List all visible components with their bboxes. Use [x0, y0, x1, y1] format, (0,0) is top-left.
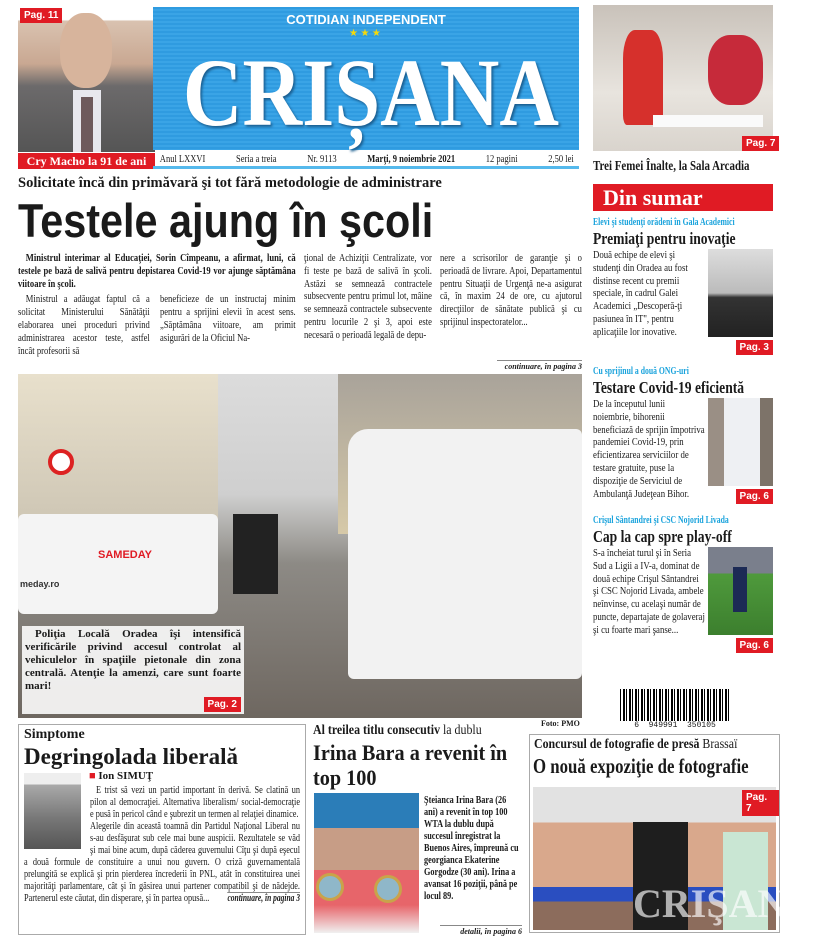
main-text-col3: [304, 252, 432, 342]
story-text: De la începutul lunii noiembrie, bihorenii beneficiază de sprijin împotriva pandemiei Covid-19, prin eficientizarea serviciilor de testare gratuite, puse la dispoziţie de Serviciul de Ambulanţă Judeţean Bihor.: [593, 398, 705, 500]
opinion-paragraph: E trist să vezi un partid important în derivă. Se clatină un pilon al democraţiei. Alternativa liberalism/ social-democraţie e pusă în pericol când e şubrezit un termen al relaţiei dinamice.: [90, 784, 300, 820]
opinion-text: [24, 784, 300, 905]
tennis-photo[interactable]: [314, 793, 419, 933]
clint-eastwood-photo[interactable]: [18, 5, 155, 152]
sport-kicker: [313, 723, 482, 739]
medic-photo[interactable]: [708, 398, 773, 486]
story-kicker: Elevi şi studenţi orădeni în Gala Academici: [593, 216, 735, 228]
culture-box: [529, 734, 815, 933]
football-photo[interactable]: [708, 547, 773, 635]
photo-caption: Poliţia Locală Oradea îşi intensifică verificările privind accesul controlat al vehiculelor în spaţiile pietonale din zona centrală. Atenţie la amenzi, care sunt foarte mari!: [25, 628, 241, 692]
red-square-icon: ■: [89, 770, 99, 782]
article-column: Ministrul a adăugat faptul că a solicitat Ministerului Sănătăţii elaborarea unei proceduri privind administrarea acestor teste, astfel încât profesorii să: [18, 293, 150, 357]
van-brand: SAMEDAY: [98, 549, 152, 561]
page-badge[interactable]: Pag. 7: [742, 790, 779, 816]
page-badge[interactable]: Pag. 7: [742, 136, 779, 151]
barcode-number: 6 949991 350105: [620, 721, 730, 731]
issue-info: [153, 152, 579, 166]
main-kicker: Solicitate încă din primăvară şi tot fără metodologie de administrare: [18, 175, 442, 191]
lead-paragraph: Ministrul interimar al Educaţiei, Sorin Cîmpeanu, a afirmat, luni, că testele pe bază de salivă pentru depistarea Covid-19 vor ajunge săptămâna viitoare în şcoli.: [18, 252, 296, 290]
story-headline[interactable]: Premiaţi pentru inovaţie: [593, 229, 736, 248]
kicker-rest: Brassaï: [699, 736, 738, 751]
tagline: COTIDIAN INDEPENDENT: [286, 12, 446, 27]
article-column: beneficieze de un instructaj minim pentru a sprijini elevii în acest sens. „Săptămâna viitoare, am primit asigurări de la Oficiul Na-: [159, 293, 296, 344]
barcode: [620, 689, 730, 721]
sport-text: Şteianca Irina Bara (26 ani) a revenit în top 100 WTA la dublu după succesul înregistrat la Buenos Aires, împreună cu georgianca Ekaterine Gorgodze (30 ani). Irina a avansat 16 poziţii, până pe locul 89.: [424, 794, 519, 902]
page-badge[interactable]: Pag. 6: [736, 638, 773, 653]
issue-info-bar: [153, 152, 579, 169]
page-badge[interactable]: Pag. 6: [736, 489, 773, 504]
epiphany-photo[interactable]: [533, 787, 815, 930]
continuation-link[interactable]: detalii, în pagina 6: [440, 925, 522, 936]
photo-caption-box: [22, 626, 244, 714]
sidebar-stories: [593, 216, 773, 663]
van-url: meday.ro: [20, 579, 60, 589]
sidebar-title: Din sumar: [593, 184, 773, 211]
article-column: nere a scrisorilor de garanţie şi o perioadă de livrare. Apoi, Departamentul pentru Situaţii de Urgenţă ne-a asigurat că, în maxim 24 de ore, cu ajutorul direcţiilor de sănătate publică şi cu sprijinul inspectoratelor...: [440, 252, 582, 328]
teaser-caption[interactable]: Cry Macho la 91 de ani: [18, 153, 155, 169]
date: Marţi, 9 noiembrie 2021: [367, 154, 456, 165]
sport-text-wrap: [424, 794, 522, 902]
kicker-rest: la dublu: [440, 723, 482, 738]
photo-credit: Foto: PMO: [541, 719, 580, 728]
issue-number: Nr. 9113: [307, 154, 337, 165]
theatre-photo[interactable]: [593, 5, 773, 151]
main-text-col4: [440, 252, 582, 329]
continuation-link[interactable]: continuare, în pagina 3: [227, 893, 300, 904]
story-text: Două echipe de elevi şi studenţi din Oradea au fost distinse recent cu premii speciale, în cadrul Galei Academici „Descoperă-ţi pasiunea în IT", pentru aplicaţiile lor inovative.: [593, 249, 688, 338]
series: Seria a treia: [235, 154, 277, 165]
price: 2,50 lei: [548, 154, 574, 165]
page-badge[interactable]: Pag. 11: [20, 8, 62, 23]
teaser-caption[interactable]: Trei Femei Înalte, la Sala Arcadia: [593, 159, 750, 174]
newspaper-title: CRIȘANA: [182, 39, 559, 146]
opinion-kicker: Simptome: [24, 727, 85, 742]
sidebar-story: [593, 365, 773, 504]
culture-kicker: [534, 736, 737, 752]
kicker-bold: Al treilea titlu consecutiv: [313, 723, 441, 738]
article-column: ţional de Achiziţii Centralizate, vor fi teste pe bază de salivă în şcoli. Astăzi se semnează contractele subsecvente pentru primul lot, mâine se semnează contractele subsecvente pentru locurile 2 şi 3, apoi este necesară o perioadă legală de depu-: [304, 252, 432, 341]
main-headline[interactable]: Testele ajung în şcoli: [18, 194, 434, 247]
students-photo[interactable]: [708, 249, 773, 337]
story-headline[interactable]: Cap la cap spre play-off: [593, 527, 732, 546]
masthead: [153, 7, 579, 150]
story-text: S-a încheiat turul şi în Seria Sud a Ligii a IV-a, dominat de două echipe Crişul Sântandrei şi CSC Nojorid Livada, ambele neînvinse, cu acelaşi număr de puncte, departajate de golaveraj şi cu foarte mari şanse...: [593, 547, 705, 636]
author: Ion SIMUŢ: [98, 770, 154, 782]
opinion-box: [18, 724, 306, 935]
opinion-paragraph: Alegerile din această toamnă din Partidul Naţional Liberal nu s-au desfăşurat sub cele mai bune auspicii. Rezultatele se văd şi mai bine acum, după căderea guvernului Cîţu şi după eşecul a două formule de constituire a unui nou guvern. O criză guvernamentală prelungită se explică şi prin pierderea încrederii în PNL, atât în constituirea unei majorităţi parlamentare, cât şi în găsirea unui partener compatibil şi de nădejde. Partenerul este căutat, din disperare, şi în partea opusă...: [24, 820, 300, 904]
page-badge[interactable]: Pag. 3: [736, 340, 773, 355]
author-name: [89, 770, 153, 783]
stars-icon: ★ ★ ★: [349, 28, 381, 39]
continuation-link[interactable]: continuare, în pagina 3: [497, 360, 582, 371]
year: Anul LXXVI: [159, 154, 206, 165]
kicker-bold: Concursul de fotografie de presă: [534, 736, 700, 751]
story-headline[interactable]: Testare Covid-19 eficientă: [593, 378, 745, 397]
sport-headline[interactable]: Irina Bara a revenit în top 100: [313, 740, 508, 790]
page-count: 12 pagini: [485, 154, 518, 165]
watermark: CRIŞANA: [633, 881, 815, 926]
story-kicker: Crişul Sântandrei şi CSC Nojorid Livada: [593, 514, 729, 526]
main-text-left: [18, 252, 296, 357]
sidebar-story: [593, 216, 773, 355]
sidebar-story: [593, 514, 773, 653]
culture-headline[interactable]: O nouă expoziţie de fotografie: [533, 754, 749, 778]
page-badge[interactable]: Pag. 2: [204, 697, 241, 712]
opinion-headline[interactable]: Degringolada liberală: [24, 744, 239, 769]
story-kicker: Cu sprijinul a două ONG-uri: [593, 365, 689, 377]
